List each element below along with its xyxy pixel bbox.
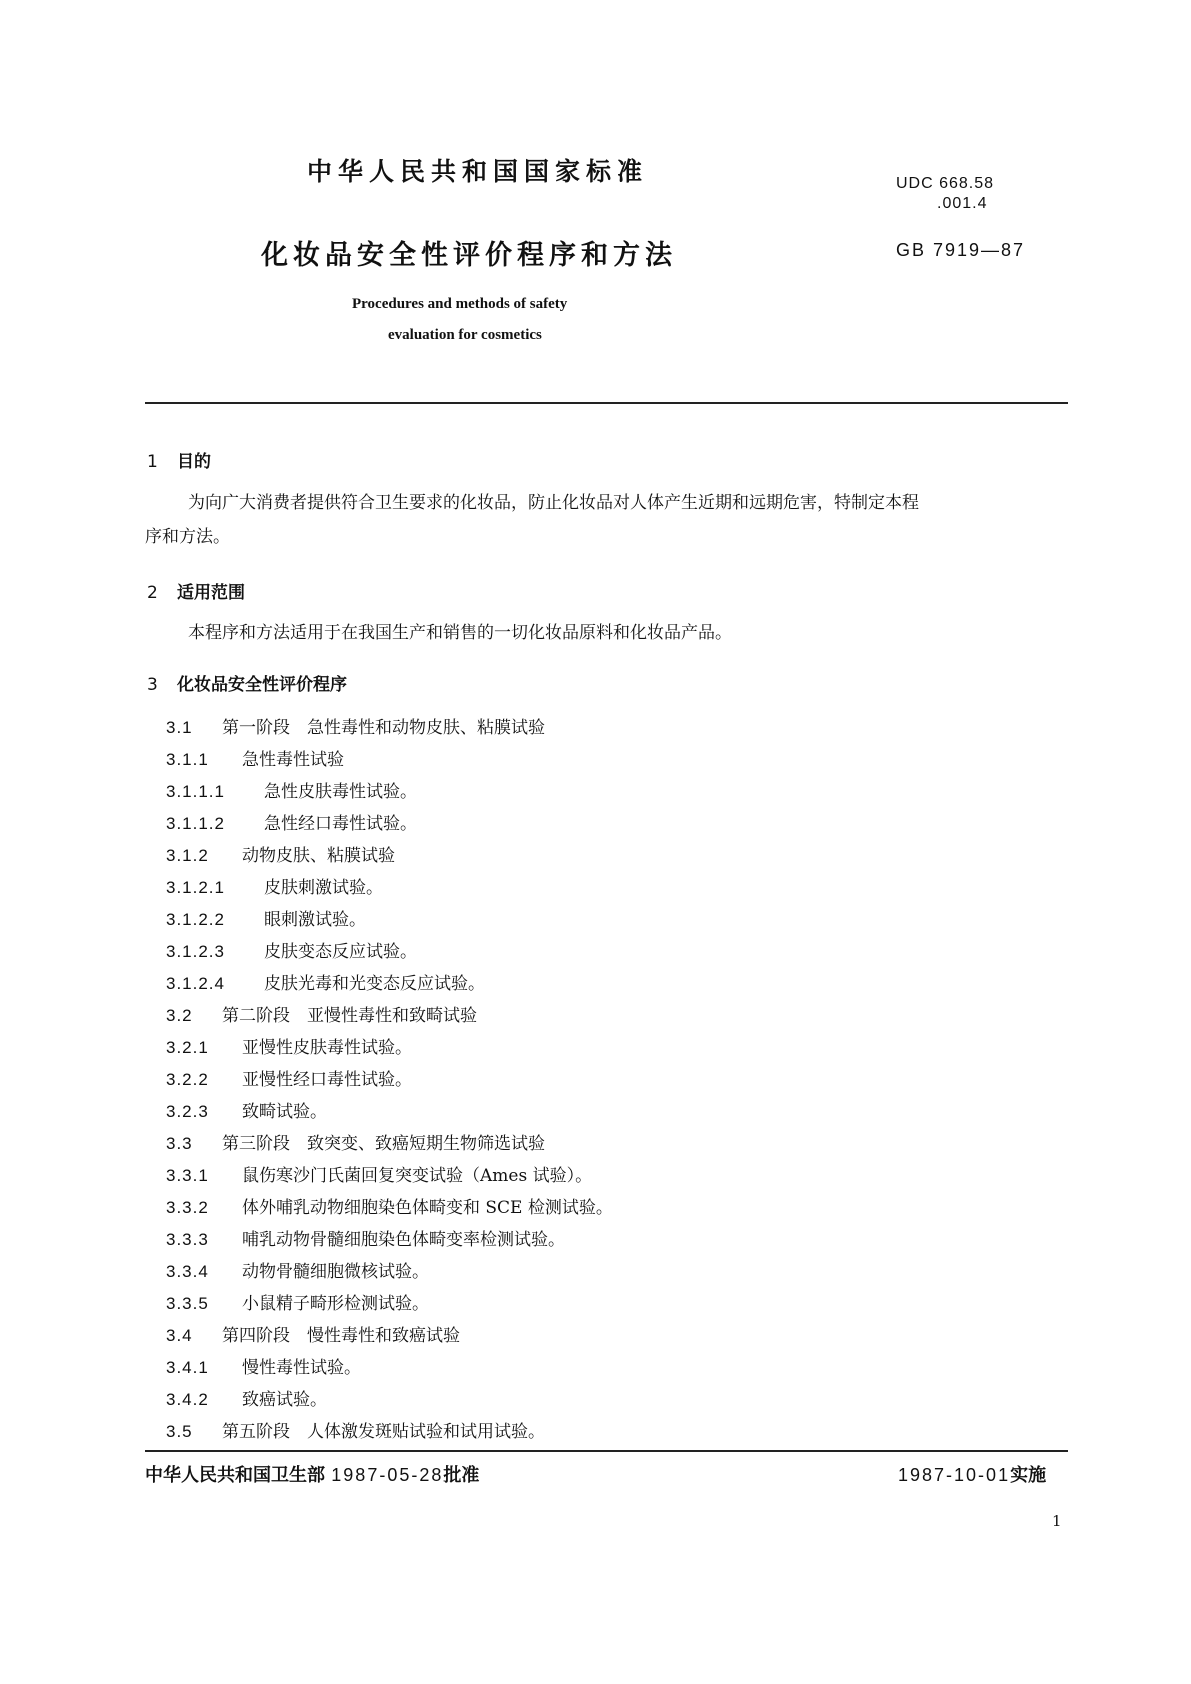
procedure-item-text: 皮肤变态反应试验。 (264, 942, 417, 962)
procedure-item (166, 936, 613, 968)
procedure-item (166, 776, 613, 808)
procedure-item-number: 3.1.2.4 (166, 974, 225, 993)
procedure-item-text: 皮肤刺激试验。 (264, 878, 383, 898)
procedure-item-number: 3.3.5 (166, 1294, 209, 1313)
procedure-item-number: 3.2.1 (166, 1038, 209, 1057)
udc-code-continued: .001.4 (937, 195, 988, 212)
section-1-heading (147, 447, 211, 472)
procedure-item-number: 3.1.2.3 (166, 942, 225, 961)
procedure-item-text: 急性毒性试验 (242, 750, 344, 770)
section-2-title: 适用范围 (177, 583, 245, 603)
procedure-item-text: 急性经口毒性试验。 (264, 814, 417, 834)
section-1-number: 1 (147, 452, 158, 472)
procedure-item-text: 第一阶段 急性毒性和动物皮肤、粘膜试验 (222, 718, 545, 738)
procedure-item-text: 致癌试验。 (242, 1390, 327, 1410)
procedure-item (166, 808, 613, 840)
procedure-item-number: 3.4.1 (166, 1358, 209, 1377)
procedure-item-text: 亚慢性皮肤毒性试验。 (242, 1038, 412, 1058)
section-3-heading (147, 670, 347, 695)
section-1-title: 目的 (177, 452, 211, 472)
procedure-item (166, 1064, 613, 1096)
procedure-item-number: 3.3.3 (166, 1230, 209, 1249)
standard-org-title: 中华人民共和国国家标准 (307, 157, 649, 186)
gb-standard-code: GB 7919—87 (896, 240, 1026, 260)
procedure-item (166, 872, 613, 904)
procedure-item (166, 1224, 613, 1256)
header-divider (145, 402, 1068, 404)
procedure-item-number: 3.2.3 (166, 1102, 209, 1121)
procedure-item (166, 1096, 613, 1128)
section-2-number: 2 (147, 583, 158, 603)
effective-info (898, 1461, 1046, 1487)
procedure-item (166, 840, 613, 872)
english-title-line1: Procedures and methods of safety (352, 296, 568, 312)
approver: 中华人民共和国卫生部 (145, 1465, 325, 1486)
effective-date: 1987-10-01 (898, 1465, 1011, 1485)
procedure-item-number: 3.1.2.2 (166, 910, 225, 929)
procedure-item-number: 3.3.1 (166, 1166, 209, 1185)
procedure-item-text: 第四阶段 慢性毒性和致癌试验 (222, 1326, 460, 1346)
procedure-item-text: 小鼠精子畸形检测试验。 (242, 1294, 429, 1314)
procedure-item-text: 皮肤光毒和光变态反应试验。 (264, 974, 485, 994)
section-2-text: 本程序和方法适用于在我国生产和销售的一切化妆品原料和化妆品产品。 (188, 623, 732, 643)
procedure-item-number: 3.1.1.2 (166, 814, 225, 833)
procedure-item (166, 1416, 613, 1448)
procedure-item-number: 3.1.1 (166, 750, 209, 769)
procedure-item-text: 第五阶段 人体激发斑贴试验和试用试验。 (222, 1422, 545, 1442)
procedure-item (166, 744, 613, 776)
procedure-item-number: 3.4.2 (166, 1390, 209, 1409)
approval-info (145, 1461, 479, 1487)
procedure-item-text: 动物皮肤、粘膜试验 (242, 846, 395, 866)
procedure-item-text: 鼠伤寒沙门氏菌回复突变试验（Ames 试验）。 (242, 1166, 593, 1186)
section-1-text-line2: 序和方法。 (145, 527, 230, 547)
english-title-line2: evaluation for cosmetics (388, 327, 542, 343)
procedure-item-number: 3.3.2 (166, 1198, 209, 1217)
section-2-heading (147, 578, 245, 603)
procedure-item-number: 3.3.4 (166, 1262, 209, 1281)
procedure-item (166, 1128, 613, 1160)
procedure-item (166, 1160, 613, 1192)
procedure-item (166, 904, 613, 936)
approve-label: 批准 (443, 1465, 480, 1486)
procedure-item-text: 致畸试验。 (242, 1102, 327, 1122)
procedure-item (166, 1000, 613, 1032)
procedure-item-number: 3.1.1.1 (166, 782, 225, 801)
procedure-item (166, 1256, 613, 1288)
procedure-item-text: 急性皮肤毒性试验。 (264, 782, 417, 802)
procedure-item-text: 慢性毒性试验。 (242, 1358, 361, 1378)
procedure-item-number: 3.2 (166, 1006, 193, 1025)
procedure-item-text: 亚慢性经口毒性试验。 (242, 1070, 412, 1090)
section-3-number: 3 (147, 675, 158, 695)
effective-label: 实施 (1010, 1465, 1047, 1486)
procedure-item-number: 3.5 (166, 1422, 193, 1441)
approve-date: 1987-05-28 (331, 1465, 444, 1485)
section-3-title: 化妆品安全性评价程序 (177, 675, 347, 695)
procedure-item (166, 968, 613, 1000)
procedure-item (166, 1032, 613, 1064)
procedure-item-text: 第三阶段 致突变、致癌短期生物筛选试验 (222, 1134, 545, 1154)
procedure-item (166, 1352, 613, 1384)
procedure-item-text: 动物骨髓细胞微核试验。 (242, 1262, 429, 1282)
procedure-item-number: 3.4 (166, 1326, 193, 1345)
procedure-item (166, 1192, 613, 1224)
procedure-item (166, 1320, 613, 1352)
procedure-item-text: 眼刺激试验。 (264, 910, 366, 930)
procedure-item (166, 1384, 613, 1416)
udc-code: UDC 668.58 (896, 175, 995, 192)
procedure-item-text: 第二阶段 亚慢性毒性和致畸试验 (222, 1006, 477, 1026)
procedure-item-number: 3.1 (166, 718, 193, 737)
document-title: 化妆品安全性评价程序和方法 (261, 240, 677, 271)
procedure-item-number: 3.3 (166, 1134, 193, 1153)
procedure-item-number: 3.2.2 (166, 1070, 209, 1089)
procedure-item (166, 1288, 613, 1320)
procedure-item-text: 哺乳动物骨髓细胞染色体畸变率检测试验。 (242, 1230, 565, 1250)
procedure-item-number: 3.1.2.1 (166, 878, 225, 897)
section-1-text-line1: 为向广大消费者提供符合卫生要求的化妆品，防止化妆品对人体产生近期和远期危害，特制定本程 (188, 493, 919, 513)
page-number: 1 (1052, 1512, 1062, 1530)
evaluation-procedure-list (166, 712, 613, 1448)
procedure-item (166, 712, 613, 744)
footer-divider (145, 1450, 1068, 1452)
procedure-item-text: 体外哺乳动物细胞染色体畸变和 SCE 检测试验。 (242, 1198, 613, 1218)
procedure-item-number: 3.1.2 (166, 846, 209, 865)
